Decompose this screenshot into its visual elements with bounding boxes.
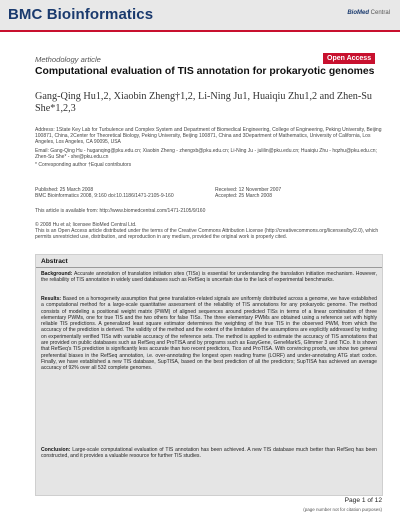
abstract-heading: Abstract (41, 258, 68, 265)
article-type: Methodology article (35, 55, 101, 64)
license-block (35, 222, 385, 240)
open-access-badge: Open Access (323, 53, 375, 64)
journal-header-bar (0, 0, 400, 30)
page-number: Page 1 of 12 (344, 497, 382, 504)
publisher-logo (347, 10, 390, 16)
publication-info (35, 187, 185, 199)
journal-title: BMC Bioinformatics (8, 6, 154, 23)
received-date: Received: 12 November 2007 (215, 187, 282, 193)
conclusion-label: Conclusion: (41, 447, 71, 453)
header-divider (0, 30, 400, 32)
page-note: (page number not for citation purposes) (303, 507, 382, 512)
abstract-background (41, 271, 377, 284)
logo-main: BioMed (347, 10, 369, 16)
conclusion-text: Large-scale computational evaluation of TIS annotation has been achieved. A new TIS database much better than RefSeq has been constructed, and it provides a valuable resource for further TIS studies. (41, 447, 377, 460)
results-text: Based on a homogeneity assumption that gene translation-related signals are uniformly distributed across a genome, we have established a computational method for a large-scale quantitative assessment of the reliability of TIS annotations for any prokaryotic genome. The method consists of modeling a positional weight matrix (PWM) of aligned sequences around predicted TISs in terms of a linear combination of three elementary PWMs, one for true TIS and the two others for false TISs. The three elementary PWMs are obtained using a reference set with highly reliable TIS predictions. A generalized least square estimator determines the weighting of the true TIS in the observed PWM, from which the accuracy of the prediction is derived. The validity of the method and the extent of the limitation of the assumptions are explicitly addressed by testing on experimentally verified TISs with variable accuracy of the reference sets. The method is applied to estimate the accuracy of TIS annotations that are provided on public databases such as RefSeq and ProTISA and by programs such as EasyGene, GeneMarkS, Glimmer 3 and TiCo. It is shown that RefSeq's TIS prediction is significantly less accurate than two recent predictors, Tico and ProTISA. With convincing proofs, we show two general preferential biases in the RefSeq annotation, i.e. over-annotating the longest open reading frame (LORF) and under-annotating ATG start codon. Finally, we have established a new TIS database, SupTISA, based on the best prediction of all the predictors; SupTISA has achieved an average accuracy of 92% over all 532 complete genomes. (41, 296, 378, 372)
copyright: © 2008 Hu et al; licensee BioMed Central Ltd. (35, 222, 137, 228)
accepted-date: Accepted: 25 March 2008 (215, 193, 272, 199)
abstract-box (35, 254, 383, 496)
author-emails: Email: Gang-Qing Hu - huganqing@pku.edu.cn; Xiaobin Zheng - zhengxb@pku.edu.cn; Li-Ning Ju - julilin@pku.edu.cn; Huaiqiu Zhu - hqzhu@pku.edu.cn; Zhen-Su She* - she@pku.edu.cn (35, 148, 377, 160)
citation: BMC Bioinformatics 2008, 9:160 doi:10.1186/1471-2105-9-160 (35, 193, 174, 199)
results-label: Results: (41, 296, 62, 302)
logo-sub: Central (370, 10, 390, 16)
background-text: Accurate annotation of translation initiation sites (TISs) is essential for understanding the translation initiation mechanism. However, the reliability of TIS annotation in widely used databases such as RefSeq is uncertain due to the lack of experimental benchmarks. (41, 271, 377, 284)
abstract-divider (36, 267, 382, 268)
corresponding-note: * Corresponding author †Equal contributors (35, 162, 132, 168)
abstract-conclusion (41, 447, 377, 460)
author-address: Address: 1State Key Lab for Turbulence and Complex System and Department of Biomedical Engineering, College of Engineering, Peking University, Beijing 100871, China, 2Center for Theoretical Biology, Peking University, Beijing 100871, China and 3Department of Mathematics, University of California, Los Angeles, Los Angeles, CA 90095, USA (35, 127, 382, 145)
abstract-results (41, 296, 377, 372)
article-url[interactable]: This article is available from: http://www.biomedcentral.com/1471-2105/9/160 (35, 208, 206, 214)
license-text: This is an Open Access article distributed under the terms of the Creative Commons Attribution License (http://creativecommons.org/licenses/by/2.0), which permits unrestricted use, distribution, and reproduction in any medium, provided the original work is properly cited. (35, 228, 379, 240)
author-list: Gang-Qing Hu1,2, Xiaobin Zheng†1,2, Li-Ning Ju1, Huaiqiu Zhu1,2 and Zhen-Su She*1,2,3 (35, 91, 372, 114)
background-label: Background: (41, 271, 73, 277)
published-date: Published: 25 March 2008 (35, 187, 94, 193)
article-title: Computational evaluation of TIS annotation for prokaryotic genomes (35, 66, 375, 77)
history-info (215, 187, 365, 199)
